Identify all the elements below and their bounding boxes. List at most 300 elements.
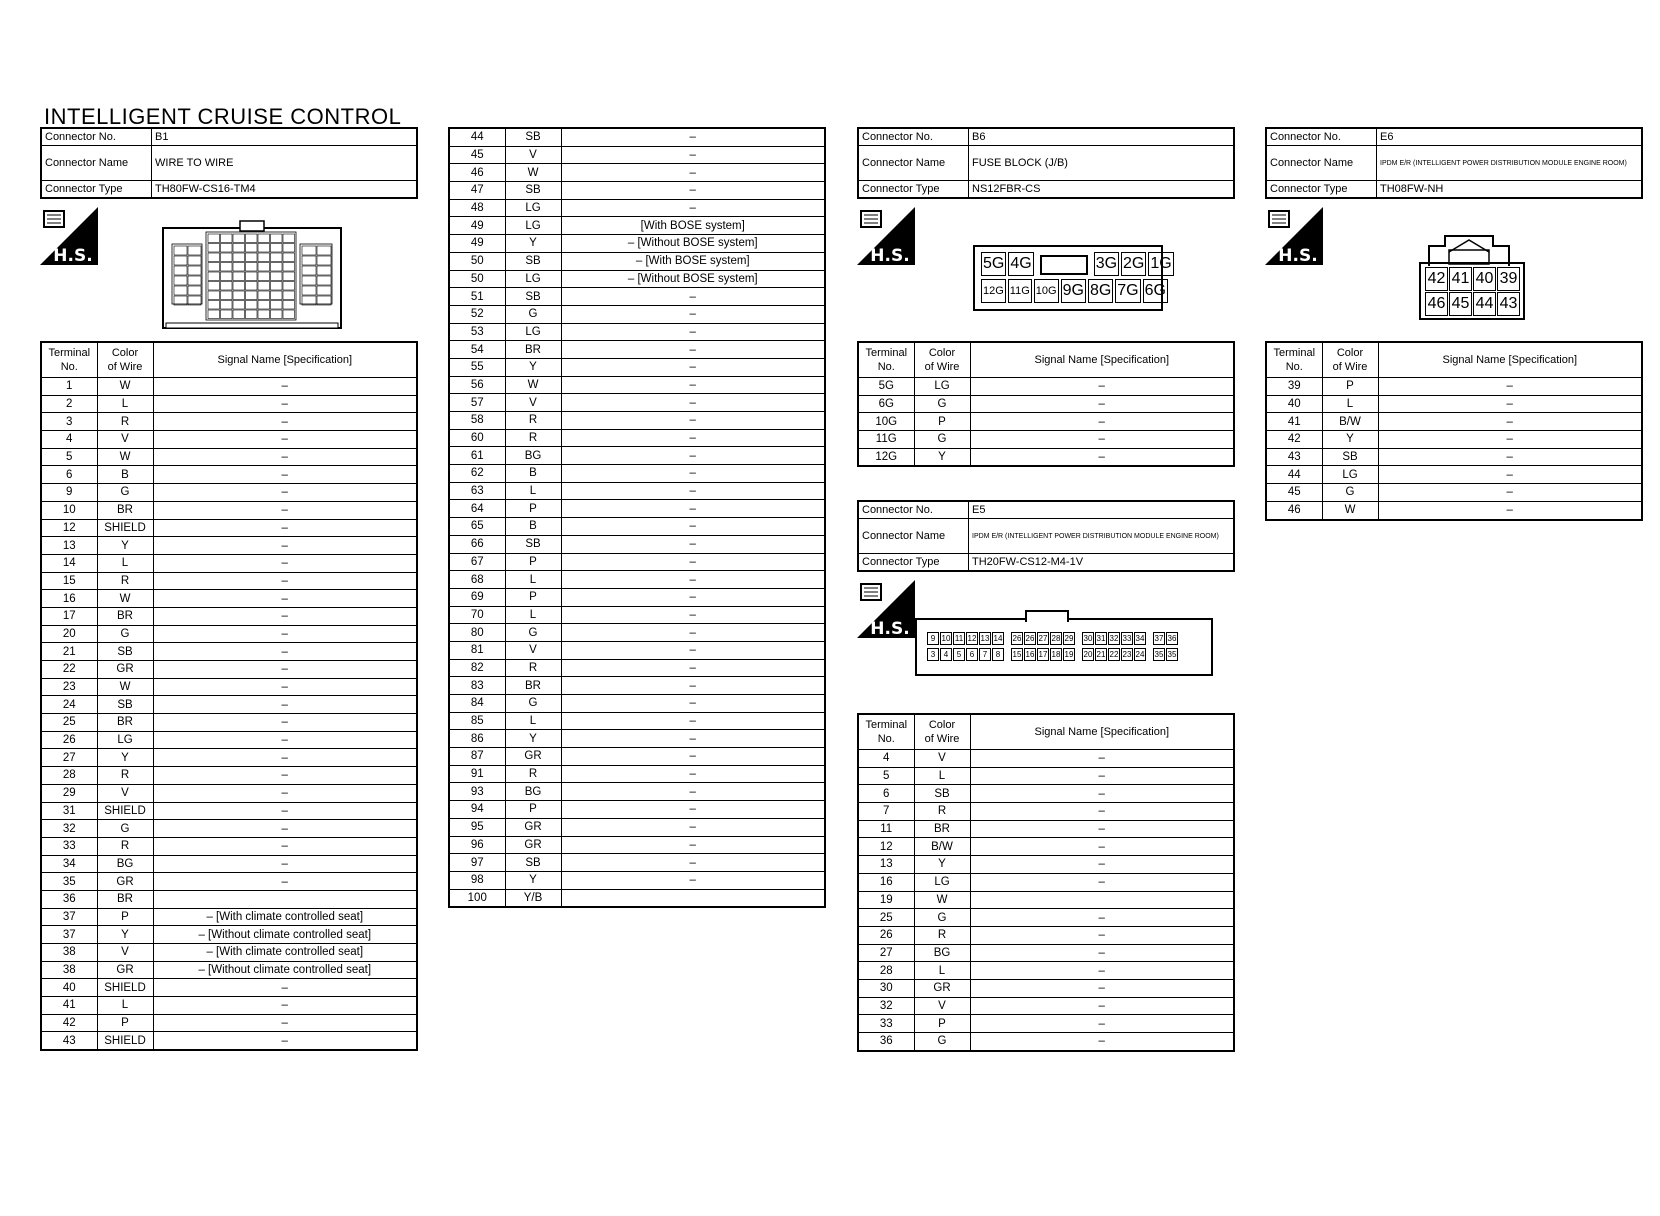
table-row [449,447,825,465]
signal-name-cell: – [153,643,417,661]
table-row [449,376,825,394]
wire-color-cell: LG [97,731,153,749]
terminal-no-cell: 41 [41,997,97,1015]
connector-name-value: WIRE TO WIRE [152,146,418,181]
terminal-no-cell: 43 [1266,448,1322,466]
pin: 45 [1449,292,1472,316]
table-row [41,625,417,643]
table-row [449,182,825,200]
signal-name-cell: – [153,431,417,449]
table-row [41,661,417,679]
signal-name-cell: – [561,624,825,642]
terminal-no-cell: 6 [41,466,97,484]
pin: 7 [979,648,991,661]
wire-color-cell: GR [914,979,970,997]
wire-color-cell: BG [97,855,153,873]
signal-name-cell: – [561,128,825,146]
signal-name-cell: – [561,871,825,889]
table-row [449,730,825,748]
wire-color-cell: L [97,554,153,572]
table-row [858,378,1234,396]
pin: 17 [1038,650,1048,659]
pin: 5 [953,648,965,661]
table-row [858,448,1234,466]
terminal-no-cell: 50 [449,270,505,288]
terminal-no-cell: 57 [449,394,505,412]
table-row [41,944,417,962]
table-row [858,413,1234,431]
wire-color-cell: R [97,572,153,590]
connector-e5-face [915,618,1213,676]
terminal-no-header: Terminal No. [41,342,97,378]
terminal-no-cell: 37 [41,926,97,944]
terminal-no-cell: 13 [41,537,97,555]
e6-pin-row-bottom [1425,292,1520,316]
wire-color-cell: GR [505,818,561,836]
terminal-no-cell: 23 [41,678,97,696]
pin: 37 [1154,634,1164,643]
signal-name-cell [153,890,417,908]
wire-color-cell: GR [97,961,153,979]
wire-color-cell: BR [97,501,153,519]
terminal-no-cell: 32 [858,997,914,1015]
terminal-no-cell: 5 [41,448,97,466]
pin: 21 [1096,650,1106,659]
terminal-no-cell: 17 [41,607,97,625]
terminal-no-cell: 40 [41,979,97,997]
connector-e6-info [1265,127,1643,199]
terminal-no-cell: 7 [858,803,914,821]
connector-e5-info [857,500,1235,572]
connector-type-value: TH08FW-NH [1377,181,1643,199]
terminal-no-cell: 6G [858,395,914,413]
table-row [449,412,825,430]
signal-name-cell: – [Without BOSE system] [561,270,825,288]
connector-type-value: TH80FW-CS16-TM4 [152,181,418,199]
signal-name-cell: – [561,376,825,394]
terminal-no-cell: 22 [41,661,97,679]
wire-color-cell: B [97,466,153,484]
signal-name-cell: – [970,838,1234,856]
wire-color-cell: V [97,784,153,802]
signal-name-cell: – [561,748,825,766]
signal-name-cell: – [153,1014,417,1032]
table-row [449,624,825,642]
terminal-no-cell: 2 [41,395,97,413]
terminal-no-cell: 84 [449,695,505,713]
terminal-no-cell: 66 [449,535,505,553]
hs-badge-text: H.S. [870,619,910,638]
wire-color-cell: P [505,801,561,819]
terminal-no-cell: 27 [41,749,97,767]
table-row [41,749,417,767]
pin: 22 [1109,650,1119,659]
signal-name-cell: – [970,767,1234,785]
terminal-no-cell: 31 [41,802,97,820]
color-of-wire-header: Color of Wire [97,342,153,378]
pin: 26 [1012,634,1022,643]
pin: 3G [1094,252,1119,276]
terminal-no-cell: 26 [858,926,914,944]
pin: 43 [1497,292,1520,316]
signal-name-cell: – [153,749,417,767]
signal-name-cell: – [With BOSE system] [561,252,825,270]
terminal-no-cell: 49 [449,235,505,253]
terminal-no-cell: 10 [41,501,97,519]
wire-color-cell: L [97,395,153,413]
table-row [41,395,417,413]
signal-name-cell: – [1378,378,1642,396]
pin: 8 [992,648,1004,661]
wire-color-cell: V [914,750,970,768]
wire-color-cell: W [97,678,153,696]
wire-color-cell: SB [505,288,561,306]
wire-color-cell: SHIELD [97,519,153,537]
connector-type-label: Connector Type [41,181,152,199]
table-row [41,731,417,749]
e6-terminal-table [1265,341,1643,521]
terminal-no-cell: 83 [449,677,505,695]
table-row [41,820,417,838]
signal-name-cell: – [561,146,825,164]
terminal-no-cell: 62 [449,465,505,483]
signal-name-cell: – [561,500,825,518]
terminal-no-cell: 95 [449,818,505,836]
b6-pin-row-top [981,252,1174,276]
terminal-no-cell: 68 [449,571,505,589]
wire-color-cell: G [505,305,561,323]
wire-color-cell: BR [505,677,561,695]
table-row [41,590,417,608]
signal-name-cell: – [153,519,417,537]
terminal-no-cell: 58 [449,412,505,430]
signal-name-cell: – [561,783,825,801]
terminal-no-cell: 67 [449,553,505,571]
table-row [449,482,825,500]
e5-terminal-table [857,713,1235,1052]
wire-color-cell: P [505,553,561,571]
table-row [858,431,1234,449]
connector-b6-face [973,245,1172,311]
wire-color-cell: BG [505,783,561,801]
signal-name-cell [561,889,825,907]
terminal-no-cell: 97 [449,854,505,872]
pin: 30 [1083,634,1093,643]
signal-name-cell: – [153,714,417,732]
terminal-no-cell: 3 [41,413,97,431]
terminal-no-cell: 86 [449,730,505,748]
wire-color-cell: B [505,465,561,483]
terminal-no-cell: 4 [41,431,97,449]
signal-name-cell: – [153,855,417,873]
table-row [858,997,1234,1015]
wire-color-cell: G [505,624,561,642]
table-row [858,926,1234,944]
table-row [41,519,417,537]
wire-color-cell: SB [914,785,970,803]
signal-name-cell: – [153,466,417,484]
wire-color-cell: R [97,413,153,431]
table-row [1266,431,1642,449]
wire-color-cell: Y [97,537,153,555]
signal-name-cell: – [153,873,417,891]
wire-color-cell: BR [97,714,153,732]
pin: 35 [1154,650,1164,659]
table-row [858,395,1234,413]
connector-type-value: TH20FW-CS12-M4-1V [969,554,1235,572]
table-row [41,767,417,785]
terminal-no-cell: 51 [449,288,505,306]
table-row [449,500,825,518]
wire-color-cell: BR [97,607,153,625]
wire-color-cell: SB [97,643,153,661]
b1-terminal-table-2 [448,127,826,908]
signal-name-cell: – [561,482,825,500]
signal-name-cell: – [153,607,417,625]
signal-name-cell: – [561,164,825,182]
pin: 40 [1473,267,1496,291]
terminal-no-cell: 32 [41,820,97,838]
table-row [41,696,417,714]
wire-color-cell: R [97,767,153,785]
table-row [858,944,1234,962]
wire-color-cell: G [1322,484,1378,502]
terminal-no-cell: 100 [449,889,505,907]
signal-name-cell: – [970,750,1234,768]
wire-color-cell: R [505,765,561,783]
wire-color-cell: P [914,413,970,431]
terminal-no-cell: 52 [449,305,505,323]
terminal-no-cell: 94 [449,801,505,819]
pin: 9G [1061,279,1086,303]
signal-name-cell: – [1378,484,1642,502]
connector-no-label: Connector No. [1266,128,1377,146]
connector-no-value: E6 [1377,128,1643,146]
table-row [858,873,1234,891]
signal-name-cell: – [970,944,1234,962]
wire-color-cell: Y [97,926,153,944]
table-row [1266,501,1642,519]
table-row [858,1015,1234,1033]
table-row [449,854,825,872]
table-row [449,235,825,253]
connector-no-value: B1 [152,128,418,146]
terminal-no-header: Terminal No. [1266,342,1322,378]
connector-type-label: Connector Type [858,181,969,199]
table-row [449,606,825,624]
table-row [41,908,417,926]
terminal-no-cell: 41 [1266,413,1322,431]
wire-color-cell: Y [505,358,561,376]
signal-name-cell: – [561,323,825,341]
table-row [449,341,825,359]
wire-color-cell: L [505,712,561,730]
wire-color-cell: SHIELD [97,979,153,997]
signal-name-cell: – [561,836,825,854]
signal-name-cell: – [970,448,1234,466]
pin: 12G [981,279,1006,303]
wire-color-cell: LG [505,199,561,217]
terminal-no-cell: 13 [858,856,914,874]
signal-name-cell: – [561,712,825,730]
terminal-no-cell: 33 [858,1015,914,1033]
signal-name-cell: – [153,625,417,643]
table-row [449,748,825,766]
terminal-no-cell: 34 [41,855,97,873]
table-row [41,484,417,502]
table-row [449,535,825,553]
terminal-no-cell: 29 [41,784,97,802]
color-of-wire-header: Color of Wire [914,714,970,750]
pin: 42 [1425,267,1448,291]
pin: 34 [1135,634,1145,643]
pin: 27 [1038,634,1048,643]
table-row [858,803,1234,821]
wire-color-cell: L [1322,395,1378,413]
signal-name-cell: – [153,802,417,820]
table-row [41,448,417,466]
signal-name-cell: – [970,820,1234,838]
table-row [449,836,825,854]
wire-color-cell: GR [505,836,561,854]
pin: 39 [1497,267,1520,291]
terminal-no-cell: 70 [449,606,505,624]
table-row [449,588,825,606]
signal-name-cell: – [Without BOSE system] [561,235,825,253]
table-row [41,926,417,944]
table-row [41,802,417,820]
signal-name-cell: – [153,837,417,855]
signal-name-cell: – [970,378,1234,396]
hs-badge-text: H.S. [870,246,910,265]
wire-color-cell: W [97,378,153,396]
pin: 6G [1143,279,1168,303]
pin: 11G [1008,279,1032,303]
signal-name-cell: – [970,785,1234,803]
connector-e6-face [1419,262,1525,320]
terminal-no-cell: 91 [449,765,505,783]
terminal-no-cell: 80 [449,624,505,642]
wire-color-cell: BG [505,447,561,465]
pin: 41 [1449,267,1472,291]
terminal-no-cell: 27 [858,944,914,962]
table-row [449,270,825,288]
connector-b1-info [40,127,418,199]
signal-name-cell: – [Without climate controlled seat] [153,926,417,944]
connector-type-value: NS12FBR-CS [969,181,1235,199]
b6-pin-row-bottom [981,279,1168,303]
signal-name-cell: – [1378,431,1642,449]
terminal-no-cell: 45 [449,146,505,164]
signal-name-cell: – [With climate controlled seat] [153,944,417,962]
terminal-no-cell: 5 [858,767,914,785]
wire-color-cell: W [97,590,153,608]
signal-name-cell [970,891,1234,909]
terminal-no-header: Terminal No. [858,714,914,750]
signal-name-cell: – [561,553,825,571]
signal-name-cell: – [153,1032,417,1050]
table-row [858,962,1234,980]
signal-name-cell: – [561,358,825,376]
signal-name-cell: – [561,447,825,465]
terminal-no-cell: 45 [1266,484,1322,502]
signal-name-cell: – [970,431,1234,449]
terminal-no-cell: 11G [858,431,914,449]
signal-name-cell: – [153,537,417,555]
wire-color-cell: Y [914,448,970,466]
table-row [449,765,825,783]
wire-color-cell: G [914,395,970,413]
terminal-no-cell: 20 [41,625,97,643]
table-row [41,607,417,625]
terminal-no-cell: 36 [858,1033,914,1051]
wire-color-cell: SB [505,128,561,146]
wire-color-cell: Y/B [505,889,561,907]
b6-terminal-table [857,341,1235,467]
color-of-wire-header: Color of Wire [914,342,970,378]
wire-color-cell: SB [505,252,561,270]
table-row [41,501,417,519]
table-row [41,413,417,431]
pin: 12 [967,634,977,643]
signal-name-cell: – [561,695,825,713]
pin: 18 [1051,650,1061,659]
e6-pin-row-top [1425,267,1520,291]
pin: 20 [1083,650,1093,659]
connector-no-value: E5 [969,501,1235,519]
table-row [41,572,417,590]
table-row [449,871,825,889]
wire-color-cell: LG [914,873,970,891]
table-row [449,288,825,306]
terminal-no-cell: 46 [1266,501,1322,519]
signal-name-cell: – [561,730,825,748]
terminal-no-cell: 30 [858,979,914,997]
terminal-no-cell: 69 [449,588,505,606]
hs-harness-icon [857,207,915,270]
wire-color-cell: GR [97,873,153,891]
e5-pin-row-top [927,632,1178,645]
terminal-no-cell: 64 [449,500,505,518]
table-row [41,466,417,484]
signal-name-cell: – [153,395,417,413]
wire-color-cell: V [97,431,153,449]
terminal-no-header: Terminal No. [858,342,914,378]
table-row [858,891,1234,909]
pin: 31 [1096,634,1106,643]
signal-name-cell: – [970,1033,1234,1051]
wire-color-cell: W [505,376,561,394]
wire-color-cell: V [914,997,970,1015]
terminal-no-cell: 53 [449,323,505,341]
pin: 28 [1051,634,1061,643]
pin: 36 [1167,634,1177,643]
signal-name-cell: – [970,803,1234,821]
signal-name-cell: – [153,448,417,466]
signal-name-cell: – [970,413,1234,431]
terminal-no-cell: 12 [858,838,914,856]
wire-color-cell: P [1322,378,1378,396]
wire-color-cell: G [914,1033,970,1051]
signal-name-cell: – [1378,395,1642,413]
terminal-no-cell: 87 [449,748,505,766]
signal-name-cell: – [1378,413,1642,431]
wire-color-cell: SHIELD [97,802,153,820]
connector-name-label: Connector Name [1266,146,1377,181]
signal-name-cell: [With BOSE system] [561,217,825,235]
terminal-no-cell: 49 [449,217,505,235]
signal-name-cell: – [1378,448,1642,466]
